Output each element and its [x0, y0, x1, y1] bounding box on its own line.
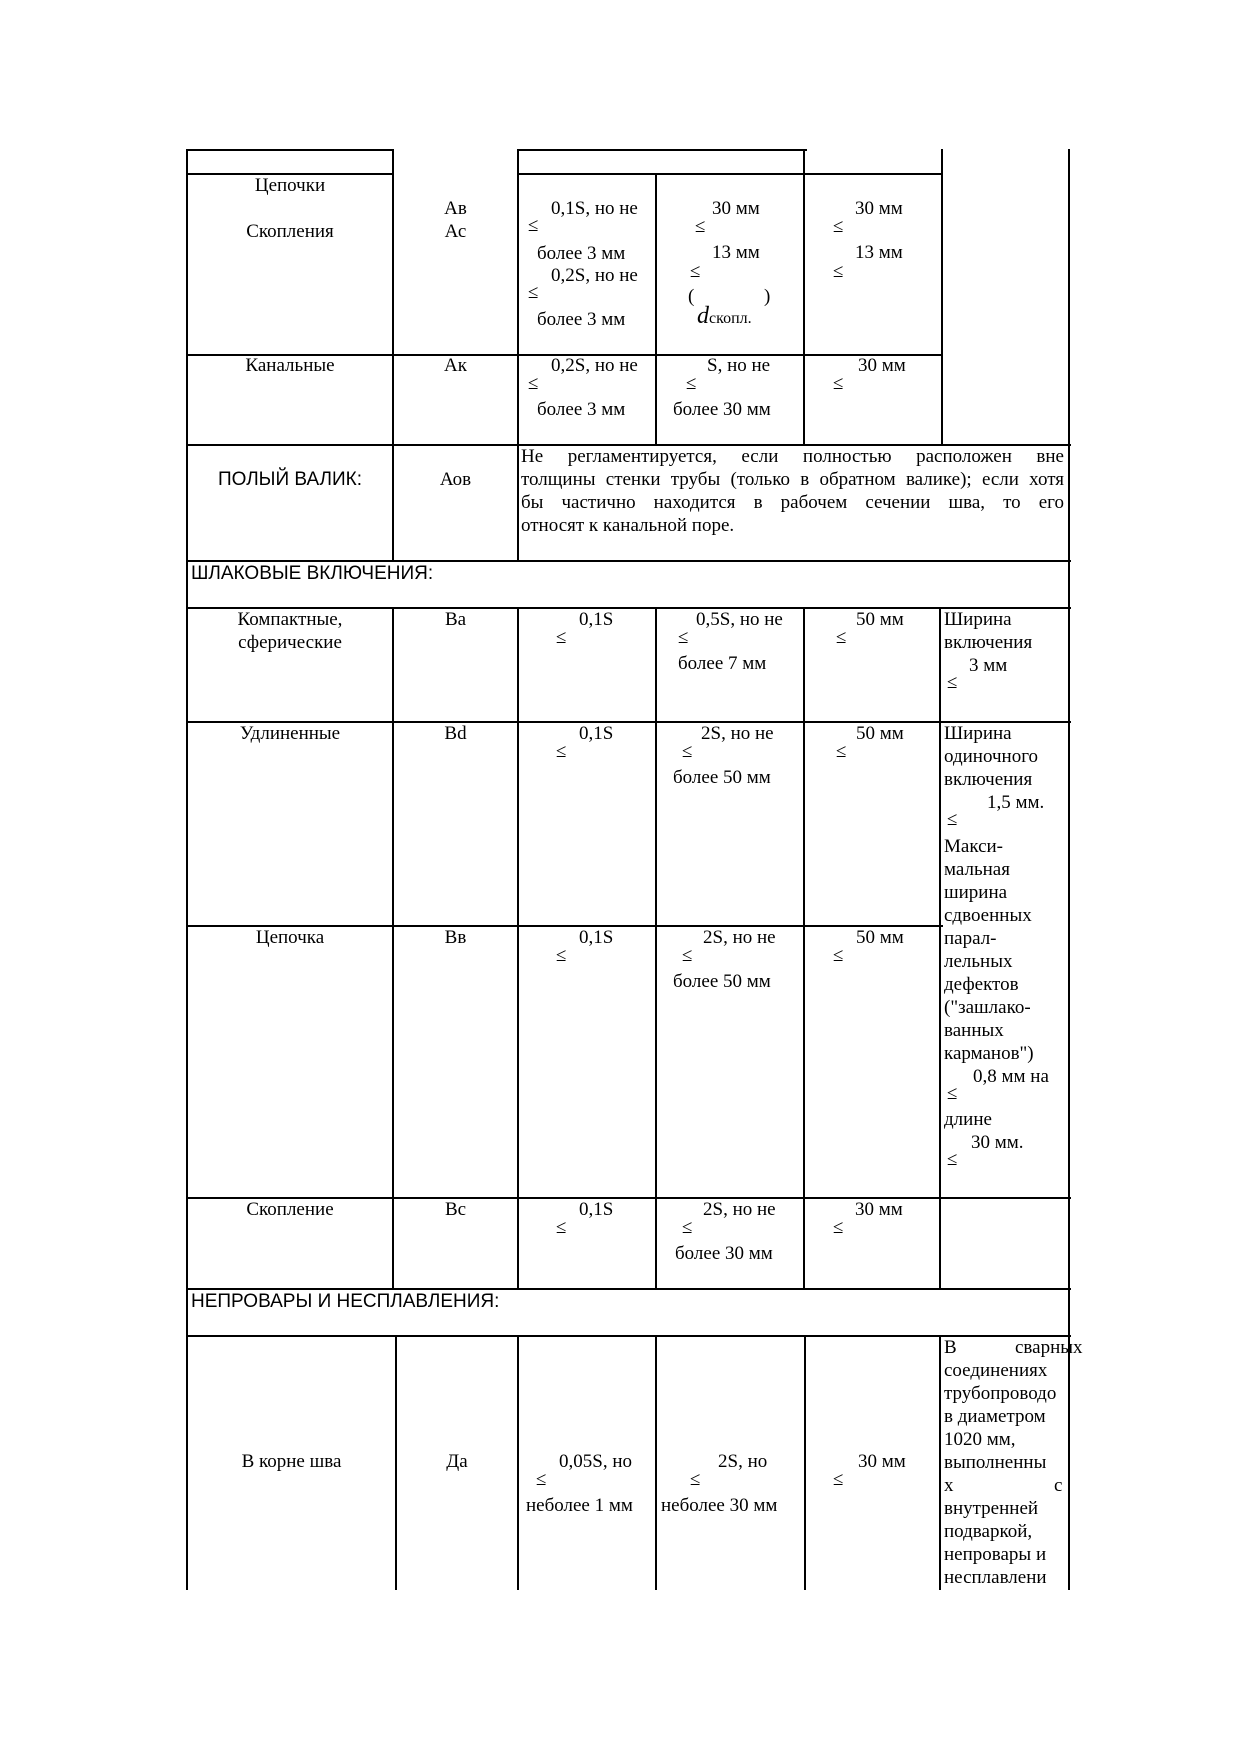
- leq-symbol: ≤: [528, 282, 539, 303]
- leq-symbol: ≤: [947, 1083, 958, 1104]
- defect-code: Аов: [439, 469, 472, 490]
- leq-symbol: ≤: [833, 1469, 844, 1490]
- defect-code: Да: [446, 1451, 468, 1472]
- defect-code: Ав: [444, 198, 467, 219]
- defect-name: ПОЛЫЙ ВАЛИК:: [217, 469, 363, 490]
- leq-symbol: ≤: [556, 1217, 567, 1238]
- hollow-bead-description: Не регламентируется, если полностью расположен вне толщины стенки трубы (только в обратном валике); если хотя бы частично находится в рабочем сечении шва, то его относят к канальной поре.: [521, 446, 1064, 536]
- leq-symbol: ≤: [947, 1149, 958, 1170]
- section-header-slag: ШЛАКОВЫЕ ВКЛЮЧЕНИЯ:: [191, 563, 434, 584]
- leq-symbol: ≤: [947, 672, 958, 693]
- leq-symbol: ≤: [833, 216, 844, 237]
- section-header-lack-of-fusion: НЕПРОВАРЫ И НЕСПЛАВЛЕНИЯ:: [191, 1291, 500, 1312]
- leq-symbol: ≤: [682, 945, 693, 966]
- leq-symbol: ≤: [695, 216, 706, 237]
- leq-symbol: ≤: [682, 1217, 693, 1238]
- leq-symbol: ≤: [556, 627, 567, 648]
- leq-symbol: ≤: [833, 261, 844, 282]
- leq-symbol: ≤: [836, 627, 847, 648]
- leq-symbol: ≤: [536, 1469, 547, 1490]
- leq-symbol: ≤: [947, 809, 958, 830]
- defect-code: Вв: [444, 927, 467, 948]
- leq-symbol: ≤: [836, 741, 847, 762]
- cluster-diameter-symbol: dскопл.: [697, 303, 752, 329]
- leq-symbol: ≤: [686, 373, 697, 394]
- defect-code: Bd: [444, 723, 467, 744]
- defect-code: Ас: [444, 221, 467, 242]
- leq-symbol: ≤: [528, 215, 539, 236]
- defect-name-clusters: Скопления: [246, 221, 334, 242]
- leq-symbol: ≤: [833, 945, 844, 966]
- leq-symbol: ≤: [690, 261, 701, 282]
- defect-name-chains: Цепочки: [254, 175, 326, 196]
- defect-name: Канальные: [245, 355, 335, 376]
- leq-symbol: ≤: [556, 741, 567, 762]
- leq-symbol: ≤: [833, 373, 844, 394]
- leq-symbol: ≤: [528, 373, 539, 394]
- defect-code: Bc: [444, 1199, 467, 1220]
- leq-symbol: ≤: [556, 945, 567, 966]
- leq-symbol: ≤: [682, 741, 693, 762]
- defect-code: Ак: [444, 355, 467, 376]
- leq-symbol: ≤: [833, 1217, 844, 1238]
- leq-symbol: ≤: [690, 1469, 701, 1490]
- leq-symbol: ≤: [678, 627, 689, 648]
- defect-code: Ba: [444, 609, 467, 630]
